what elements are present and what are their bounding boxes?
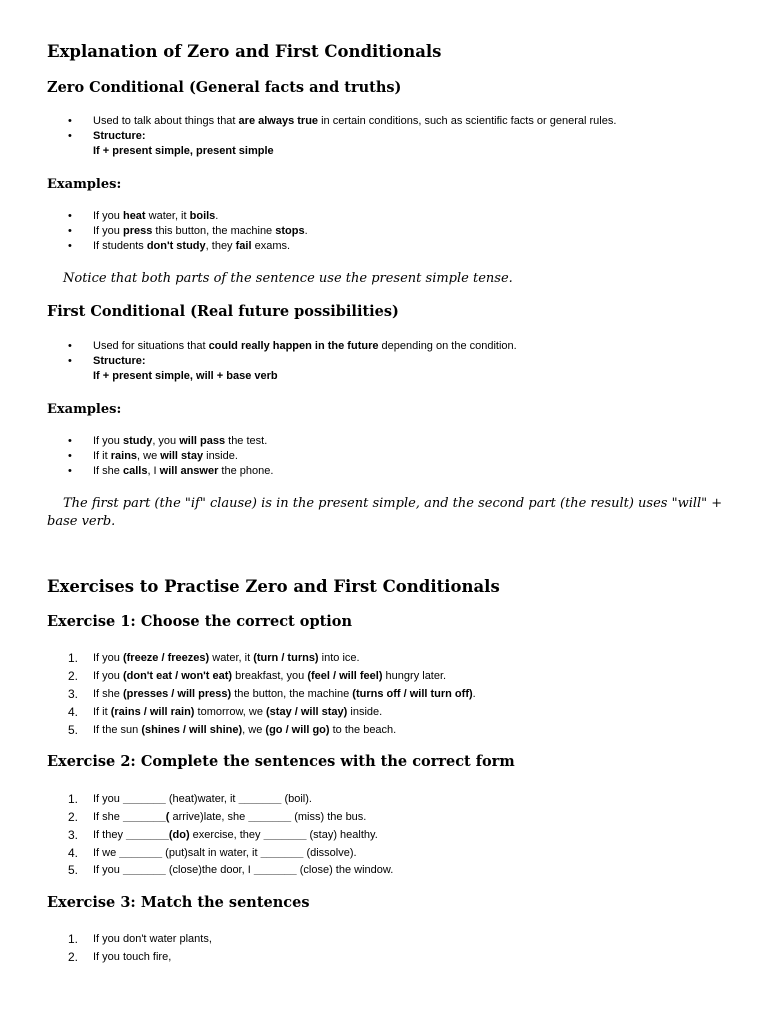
first-examples-heading: Examples: bbox=[47, 402, 122, 417]
zero-example: If students don't study, they fail exams. bbox=[93, 240, 291, 252]
list-number: 3. bbox=[68, 687, 79, 701]
exercise-3-heading: Exercise 3: Match the sentences bbox=[47, 894, 310, 911]
list-number: 2. bbox=[68, 950, 79, 964]
exercise-1-item: If you (freeze / freezes) water, it (turn / turns) into ice. bbox=[93, 652, 360, 664]
zero-example: If you heat water, it boils. bbox=[93, 210, 219, 222]
exercise-2-item: If you _______ (close)the door, I _______ (close) the window. bbox=[93, 864, 394, 876]
exercise-3-item: If you don't water plants, bbox=[93, 933, 212, 945]
first-usage-bullet: Used for situations that could really happen in the future depending on the condition. bbox=[93, 340, 517, 352]
exercise-1-item: If the sun (shines / will shine), we (go / will go) to the beach. bbox=[93, 724, 397, 736]
bullet-icon: • bbox=[68, 340, 72, 352]
first-structure-label: Structure: bbox=[93, 355, 146, 367]
first-structure-formula: If + present simple, will + base verb bbox=[93, 370, 278, 382]
zero-structure-label: Structure: bbox=[93, 130, 146, 142]
exercise-2-item: If we _______ (put)salt in water, it _______ (dissolve). bbox=[93, 847, 357, 859]
bullet-icon: • bbox=[68, 450, 72, 462]
exercises-title: Exercises to Practise Zero and First Conditionals bbox=[47, 577, 500, 596]
exercise-3-item: If you touch fire, bbox=[93, 951, 172, 963]
list-number: 2. bbox=[68, 669, 79, 683]
zero-usage-bullet: Used to talk about things that are always true in certain conditions, such as scientific facts or general rules. bbox=[93, 115, 617, 127]
exercise-2-item: If she _______( arrive)late, she _______ (miss) the bus. bbox=[93, 811, 367, 823]
zero-note: Notice that both parts of the sentence use the present simple tense. bbox=[63, 271, 513, 286]
first-example: If you study, you will pass the test. bbox=[93, 435, 268, 447]
exercise-1-item: If you (don't eat / won't eat) breakfast, you (feel / will feel) hungry later. bbox=[93, 670, 447, 682]
first-note: The first part (the "if" clause) is in the present simple, and the second part (the result) uses "will" + base verb. bbox=[47, 496, 723, 529]
first-example: If it rains, we will stay inside. bbox=[93, 450, 238, 462]
zero-example: If you press this button, the machine stops. bbox=[93, 225, 308, 237]
exercise-2-heading: Exercise 2: Complete the sentences with the correct form bbox=[47, 753, 515, 770]
list-number: 4. bbox=[68, 705, 79, 719]
bullet-icon: • bbox=[68, 130, 72, 142]
exercise-2-item: If you _______ (heat)water, it _______ (boil). bbox=[93, 793, 312, 805]
bullet-icon: • bbox=[68, 435, 72, 447]
exercise-1-heading: Exercise 1: Choose the correct option bbox=[47, 613, 353, 630]
first-example: If she calls, I will answer the phone. bbox=[93, 465, 274, 477]
bullet-icon: • bbox=[68, 225, 72, 237]
exercise-2-item: If they _______(do) exercise, they _______ (stay) healthy. bbox=[93, 829, 378, 841]
exercise-1-item: If she (presses / will press) the button, the machine (turns off / will turn off). bbox=[93, 688, 476, 700]
exercise-1-item: If it (rains / will rain) tomorrow, we (stay / will stay) inside. bbox=[93, 706, 383, 718]
bullet-icon: • bbox=[68, 355, 72, 367]
bullet-icon: • bbox=[68, 465, 72, 477]
list-number: 1. bbox=[68, 792, 79, 806]
list-number: 1. bbox=[68, 651, 79, 665]
bullet-icon: • bbox=[68, 115, 72, 127]
list-number: 4. bbox=[68, 846, 79, 860]
zero-structure-formula: If + present simple, present simple bbox=[93, 145, 274, 157]
list-number: 1. bbox=[68, 932, 79, 946]
first-conditional-heading: First Conditional (Real future possibilities) bbox=[47, 303, 399, 320]
page-title: Explanation of Zero and First Conditionals bbox=[47, 42, 442, 61]
zero-examples-heading: Examples: bbox=[47, 177, 122, 192]
list-number: 5. bbox=[68, 723, 79, 737]
list-number: 3. bbox=[68, 828, 79, 842]
bullet-icon: • bbox=[68, 240, 72, 252]
bullet-icon: • bbox=[68, 210, 72, 222]
zero-conditional-heading: Zero Conditional (General facts and truths) bbox=[47, 79, 402, 96]
list-number: 5. bbox=[68, 863, 79, 877]
list-number: 2. bbox=[68, 810, 79, 824]
